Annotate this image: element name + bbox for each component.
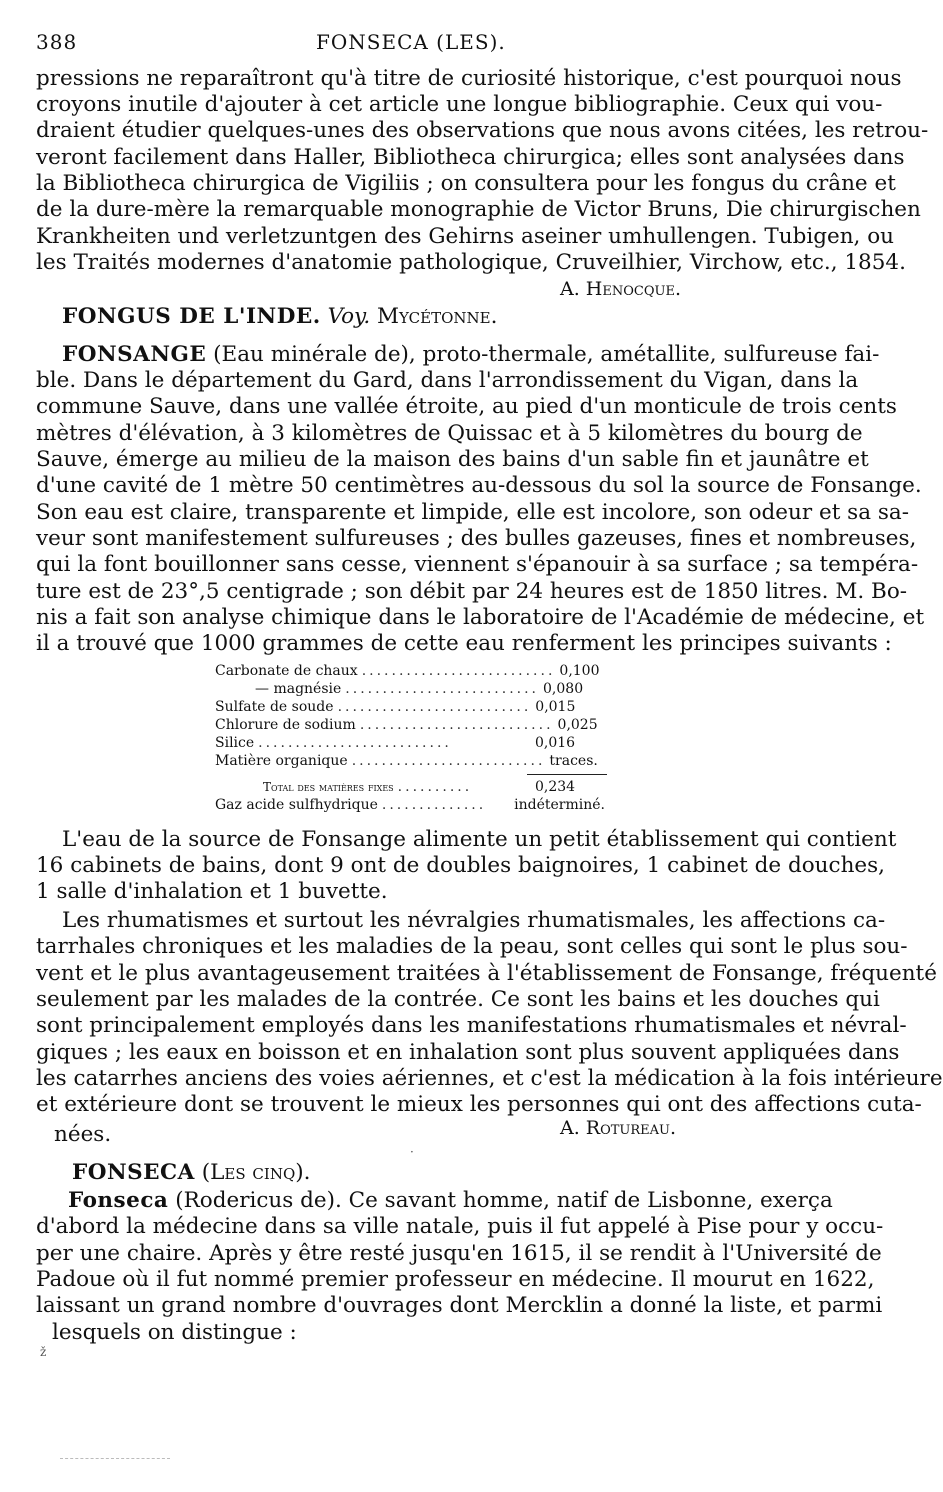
table-cell-value: 0,025 [557, 717, 598, 733]
entry-first-line [62, 342, 880, 368]
sum-rule [527, 774, 607, 775]
gas-label: Gaz acide sulfhydrique [215, 797, 378, 813]
text-line: et extérieure dont se trouvent le mieux les personnes qui ont des affections cuta- [36, 1092, 922, 1117]
table-row [215, 698, 605, 716]
table-cell-value: 0,080 [543, 681, 584, 697]
text-line: nis a fait son analyse chimique dans le laboratoire de l'Académie de médecine, et [36, 605, 925, 630]
table-row [215, 752, 605, 770]
scan-speck: · [410, 1145, 414, 1159]
text-line: sont principalement employés dans les manifestations rhumatismales et névral- [36, 1013, 907, 1038]
leader-dots: .......................... [361, 663, 556, 679]
text-line: tarrhales chroniques et les maladies de la peau, sont celles qui sont le plus sou- [36, 934, 908, 959]
entry-headword: FONSANGE [62, 342, 207, 367]
leader-dots: .......................... [258, 735, 452, 751]
see-also-label: Voy. [327, 304, 371, 329]
table-cell-label: Silice [215, 735, 255, 751]
text-line: seulement par les malades de la contrée. Ce sont les bains et les douches qui [36, 987, 880, 1012]
table-row [215, 680, 605, 698]
text-line: draient étudier quelques-unes des observations que nous avons citées, les retrou- [36, 118, 929, 143]
gas-row [215, 796, 605, 814]
text-line: Sauve, émerge au milieu de la maison des bains d'un sable fin et jaunâtre et [36, 447, 869, 472]
text-line: Son eau est claire, transparente et limpide, elle est incolore, son odeur et sa sa- [36, 500, 909, 525]
gas-value: indéterminé. [514, 797, 605, 813]
table-row [215, 716, 605, 734]
table-cell-label: Sulfate de soude [215, 699, 334, 715]
text-line: les Traités modernes d'anatomie pathologique, Cruveilhier, Virchow, etc., 1854. [36, 250, 906, 275]
table-row [215, 734, 605, 752]
text-line: la Bibliotheca chirurgica de Vigiliis ; on consultera pour les fongus du crâne et [36, 171, 896, 196]
text-line: mètres d'élévation, à 3 kilomètres de Quissac et à 5 kilomètres du bourg de [36, 421, 863, 446]
text-line: d'abord la médecine dans sa ville natale, puis il fut appelé à Pise pour y occu- [36, 1214, 884, 1239]
running-title: FONSECA (LES). [316, 30, 506, 54]
entry-headword: FONSECA [72, 1160, 195, 1185]
entry-qualifier: (Les cinq). [201, 1160, 311, 1185]
text-line: les catarrhes anciens des voies aériennes, et c'est la médication à la fois intérieure [36, 1066, 943, 1091]
text-line: Krankheiten und verletzuntgen des Gehirns aseiner umhullengen. Tubigen, ou [36, 224, 895, 249]
text-line: Les rhumatismes et surtout les névralgies rhumatismales, les affections ca- [62, 908, 886, 933]
text-line: per une chaire. Après y être resté jusqu'en 1615, il se rendit à l'Université de [36, 1241, 882, 1266]
text-line: d'une cavité de 1 mètre 50 centimètres au-dessous du sol la source de Fonsange. [36, 473, 922, 498]
entry-first-line [68, 1188, 833, 1214]
table-cell-value: 0,016 [535, 735, 576, 751]
text-line: (Rodericus de). Ce savant homme, natif de Lisbonne, exerça [175, 1188, 833, 1213]
scan-artifact-line [60, 1458, 170, 1459]
total-value: 0,234 [535, 779, 576, 795]
table-cell-label: Chlorure de sodium [215, 717, 356, 733]
table-cell-value: 0,100 [559, 663, 600, 679]
author-signature: A. Rotureau. [560, 1117, 677, 1139]
leader-dots: .............. [381, 797, 487, 813]
text-line: Padoue où il fut nommé premier professeur en médecine. Il mourut en 1622, [36, 1267, 875, 1292]
text-line: commune Sauve, dans une vallée étroite, au pied d'un monticule de trois cents [36, 394, 897, 419]
text-line: croyons inutile d'ajouter à cet article une longue bibliographie. Ceux qui vou- [36, 92, 883, 117]
text-line: de la dure-mère la remarquable monographie de Victor Bruns, Die chirurgischen [36, 197, 921, 222]
text-line: L'eau de la source de Fonsange alimente un petit établissement qui contient [62, 827, 897, 852]
entry-headword: Fonseca [68, 1188, 169, 1213]
text-line: vent et le plus avantageusement traitées à l'établissement de Fonsange, fréquenté [36, 961, 937, 986]
text-line: ble. Dans le département du Gard, dans l'arrondissement du Vigan, dans la [36, 368, 859, 393]
cross-reference-entry [62, 304, 790, 330]
leader-dots: .......................... [351, 753, 546, 769]
table-cell-label: — magnésie [255, 681, 342, 697]
leader-dots: .......................... [345, 681, 540, 697]
analysis-totals [215, 778, 605, 814]
scan-speck: ž [40, 1345, 47, 1359]
text-line: veur sont manifestement sulfureuses ; des bulles gazeuses, fines et nombreuses, [36, 526, 917, 551]
entry-headword: FONGUS DE L'INDE. [62, 304, 321, 329]
page-number: 388 [36, 30, 78, 54]
table-cell-label: Carbonate de chaux [215, 663, 358, 679]
text-line: 1 salle d'inhalation et 1 buvette. [36, 879, 388, 904]
entry-fonseca-cinq [72, 1160, 800, 1186]
text-line: il a trouvé que 1000 grammes de cette eau renferment les principes suivants : [36, 631, 892, 656]
leader-dots: .......... [397, 779, 473, 795]
table-row [215, 662, 605, 680]
leader-dots: .......................... [359, 717, 554, 733]
analysis-table [215, 662, 605, 770]
text-line: qui la font bouillonner sans cesse, viennent s'épanouir à sa surface ; sa tempéra- [36, 552, 919, 577]
text-line: pressions ne reparaîtront qu'à titre de curiosité historique, c'est pourquoi nous [36, 66, 902, 91]
table-cell-label: Matière organique [215, 753, 348, 769]
table-cell-value: traces. [549, 753, 598, 769]
text-line: (Eau minérale de), proto-thermale, amétallite, sulfureuse fai- [213, 342, 880, 367]
text-line: lesquels on distingue : [52, 1320, 297, 1345]
text-line: giques ; les eaux en boisson et en inhalation sont plus souvent appliquées dans [36, 1040, 900, 1065]
text-line: 16 cabinets de bains, dont 9 ont de doubles baignoires, 1 cabinet de douches, [36, 853, 886, 878]
text-line: nées. [54, 1122, 112, 1147]
cross-reference-target[interactable]: Mycétonne. [377, 304, 498, 329]
leader-dots: .......................... [337, 699, 532, 715]
text-line: laissant un grand nombre d'ouvrages dont Mercklin a donné la liste, et parmi [36, 1293, 883, 1318]
total-label: Total des matières fixes [263, 780, 394, 794]
text-line: veront facilement dans Haller, Bibliotheca chirurgica; elles sont analysées dans [36, 145, 905, 170]
author-signature: A. Henocque. [560, 278, 681, 300]
table-cell-value: 0,015 [535, 699, 576, 715]
text-line: ture est de 23°,5 centigrade ; son débit par 24 heures est de 1850 litres. M. Bo- [36, 579, 908, 604]
total-row [215, 778, 605, 796]
